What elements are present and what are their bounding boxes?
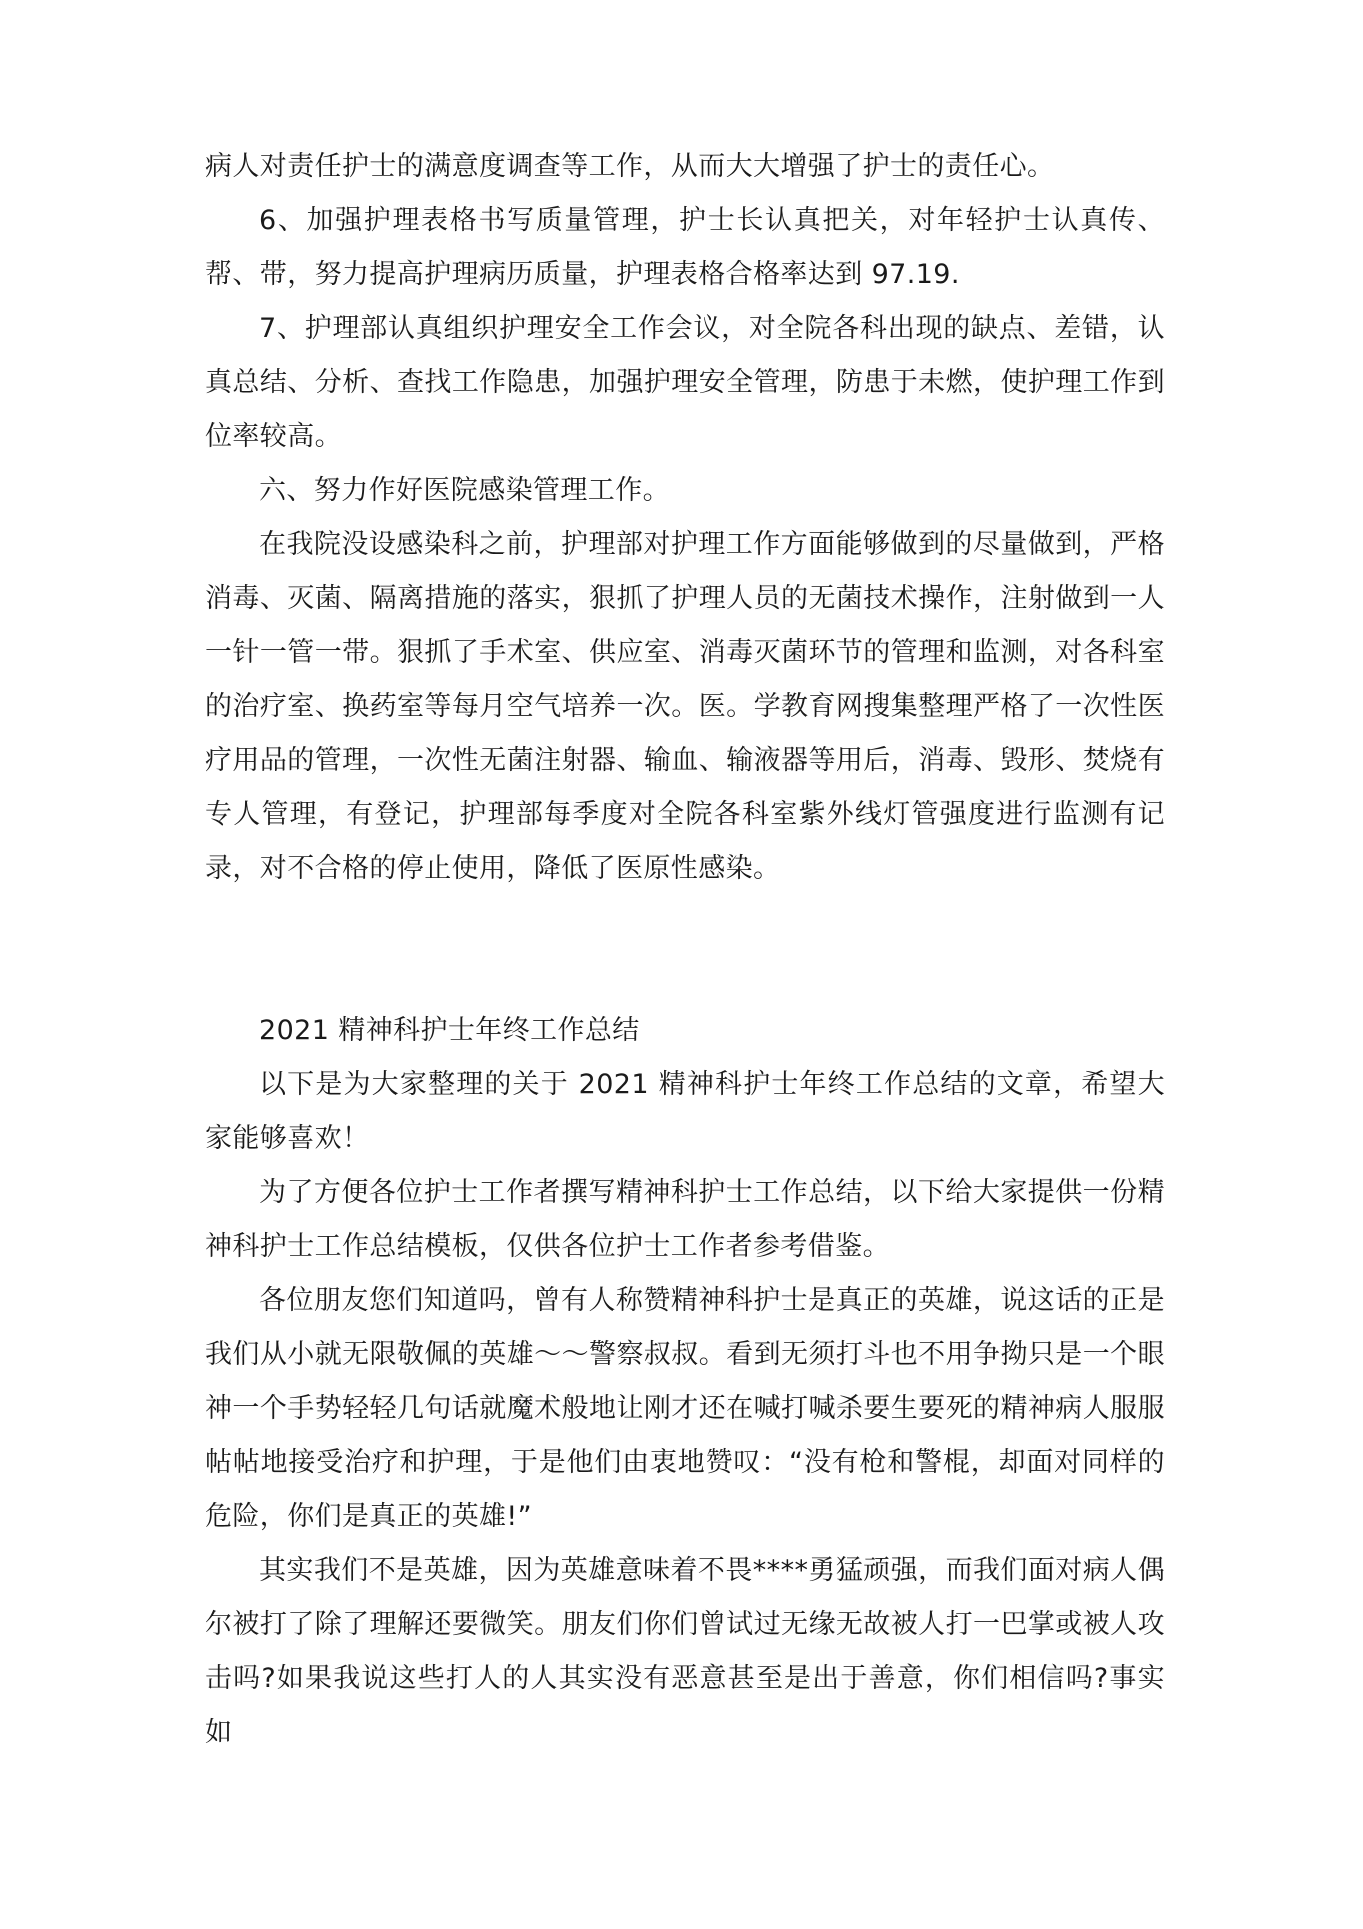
- paragraph-item-7: 7、护理部认真组织护理安全工作会议，对全院各科出现的缺点、差错，认真总结、分析、查找工作隐患，加强护理安全管理，防患于未燃，使护理工作到位率较高。: [205, 313, 1165, 452]
- paragraph-continuation: 病人对责任护士的满意度调查等工作，从而大大增强了护士的责任心。: [205, 151, 1055, 182]
- document-body: [205, 140, 1165, 1760]
- paragraph-intro: 以下是为大家整理的关于 2021 精神科护士年终工作总结的文章，希望大家能够喜欢！: [205, 1069, 1165, 1154]
- paragraph-infection-control: 在我院没设感染科之前，护理部对护理工作方面能够做到的尽量做到，严格消毒、灭菌、隔离措施的落实，狠抓了护理人员的无菌技术操作，注射做到一人一针一管一带。狠抓了手术室、供应室、消毒灭菌环节的管理和监测，对各科室的治疗室、换药室等每月空气培养一次。医。学教育网搜集整理严格了一次性医疗用品的管理，一次性无菌注射器、输血、输液器等用后，消毒、毁形、焚烧有专人管理，有登记，护理部每季度对全院各科室紫外线灯管强度进行监测有记录，对不合格的停止使用，降低了医原性感染。: [205, 529, 1165, 884]
- section-title: 2021 精神科护士年终工作总结: [259, 1015, 640, 1046]
- section-gap: [205, 896, 1165, 1004]
- paragraph-item-6: 6、加强护理表格书写质量管理，护士长认真把关，对年轻护士认真传、帮、带，努力提高护理病历质量，护理表格合格率达到 97.19.: [205, 205, 1165, 290]
- section-heading-infection-control: 六、努力作好医院感染管理工作。: [259, 475, 670, 506]
- paragraph-template-note: 为了方便各位护士工作者撰写精神科护士工作总结，以下给大家提供一份精神科护士工作总结模板，仅供各位护士工作者参考借鉴。: [205, 1177, 1165, 1262]
- paragraph-not-heroes: 其实我们不是英雄，因为英雄意味着不畏****勇猛顽强，而我们面对病人偶尔被打了除了理解还要微笑。朋友们你们曾试过无缘无故被人打一巴掌或被人攻击吗?如果我说这些打人的人其实没有恶意甚至是出于善意，你们相信吗?事实如: [205, 1555, 1165, 1748]
- paragraph-heroes: 各位朋友您们知道吗，曾有人称赞精神科护士是真正的英雄，说这话的正是我们从小就无限敬佩的英雄～～警察叔叔。看到无须打斗也不用争拗只是一个眼神一个手势轻轻几句话就魔术般地让刚才还在喊打喊杀要生要死的精神病人服服帖帖地接受治疗和护理，于是他们由衷地赞叹：“没有枪和警棍，却面对同样的危险，你们是真正的英雄!”: [205, 1285, 1165, 1532]
